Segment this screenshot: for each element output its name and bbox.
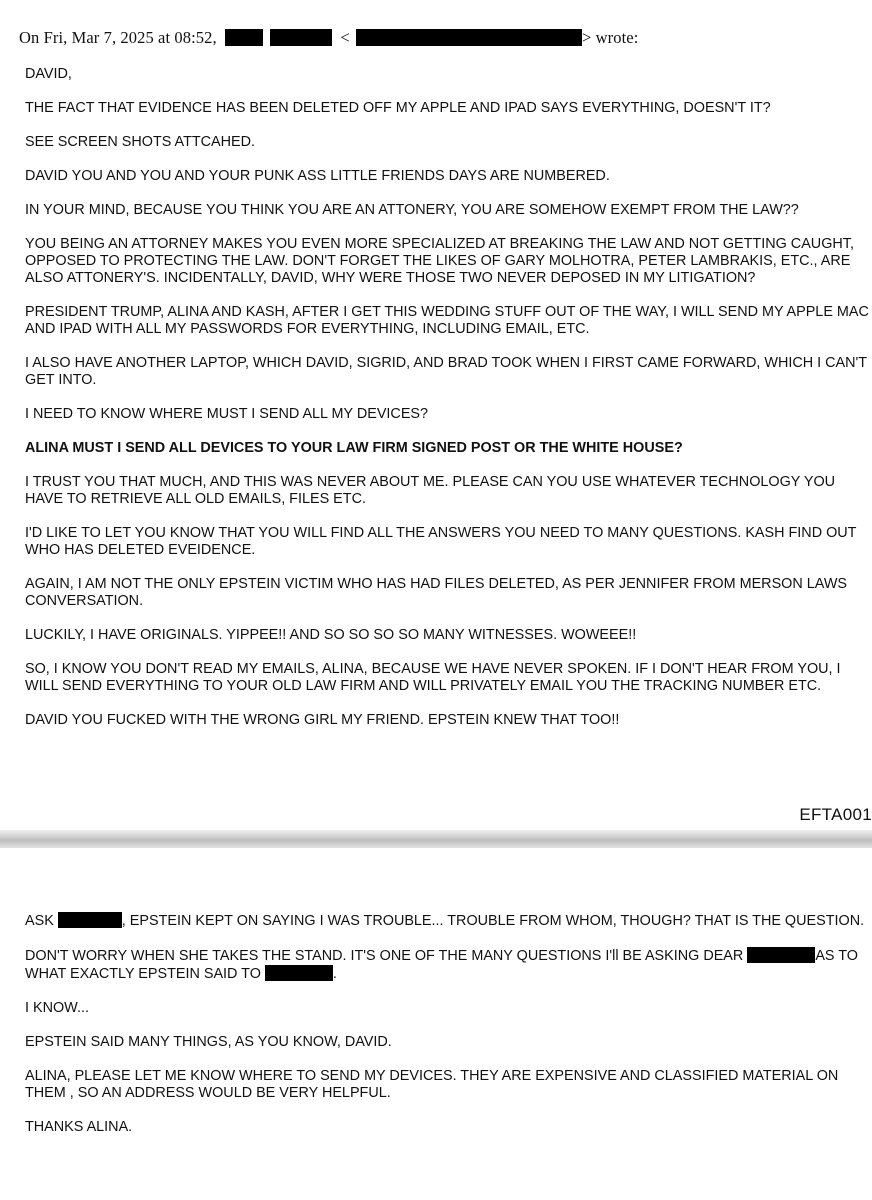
paragraph: THE FACT THAT EVIDENCE HAS BEEN DELETED OFF MY APPLE AND IPAD SAYS EVERYTHING, DOESN'T IT? (25, 100, 771, 116)
paragraph: LUCKILY, I HAVE ORIGINALS. YIPPEE!! AND SO SO SO SO MANY WITNESSES. WOWEEE!! (25, 627, 637, 643)
paragraph: AGAIN, I AM NOT THE ONLY EPSTEIN VICTIM WHO HAS HAD FILES DELETED, AS PER JENNIFER FROM MERSON LAWS CONVERSATION. (25, 576, 847, 609)
email-body (25, 66, 870, 746)
paragraph: SEE SCREEN SHOTS ATTCAHED. (25, 134, 256, 150)
paragraph (25, 947, 870, 983)
text-fragment: AS TO WHAT EXACTLY EPSTEIN SAID TO (25, 948, 858, 982)
header-date: On Fri, Mar 7, 2025 at 08:52, (19, 28, 217, 47)
paragraph: I'D LIKE TO LET YOU KNOW THAT YOU WILL FIND ALL THE ANSWERS YOU NEED TO MANY QUESTIONS. KASH FIND OUT WHO HAS DELETED EVEIDENCE. (25, 525, 857, 558)
text-fragment: DON'T WORRY WHEN SHE TAKES THE STAND. IT'S ONE OF THE MANY QUESTIONS I'll BE ASKING DEAR (25, 948, 744, 964)
email-body-continued (25, 912, 870, 1153)
paragraph: PRESIDENT TRUMP, ALINA AND KASH, AFTER I GET THIS WEDDING STUFF OUT OF THE WAY, I WILL SEND MY APPLE MAC AND IPAD WITH ALL MY PASSWORDS FOR EVERYTHING, INCLUDING EMAIL, ETC. (25, 304, 869, 337)
redaction-bar (270, 29, 332, 46)
paragraph: I KNOW... (25, 1000, 89, 1016)
redaction-bar (58, 912, 122, 928)
redaction-bar (265, 965, 333, 981)
redaction-bar (225, 29, 263, 46)
redaction-bar (356, 29, 582, 46)
paragraph: DAVID YOU AND YOU AND YOUR PUNK ASS LITTLE FRIENDS DAYS ARE NUMBERED. (25, 168, 610, 184)
bold-paragraph: ALINA MUST I SEND ALL DEVICES TO YOUR LAW FIRM SIGNED POST OR THE WHITE HOUSE? (25, 440, 683, 456)
page-divider (0, 830, 872, 848)
text-fragment: . (332, 966, 337, 982)
header-wrote: > wrote: (582, 28, 639, 47)
text-fragment: , EPSTEIN KEPT ON SAYING I WAS TROUBLE... TROUBLE FROM WHOM, THOUGH? THAT IS THE QUESTION. (121, 913, 865, 929)
bates-page-number: EFTA001 (799, 805, 872, 824)
paragraph: YOU BEING AN ATTORNEY MAKES YOU EVEN MORE SPECIALIZED AT BREAKING THE LAW AND NOT GETTING CAUGHT, OPPOSED TO PROTECTING THE LAW. DON'T FORGET THE LIKES OF GARY MOLHOTRA, PETER LAMBRAKIS, ETC., ARE ALSO ATTONERY'S. INCIDENTALLY, DAVID, WHY WERE THOSE TWO NEVER DEPOSED IN MY LITIGATION? (25, 236, 854, 286)
paragraph (25, 912, 870, 930)
paragraph: SO, I KNOW YOU DON'T READ MY EMAILS, ALINA, BECAUSE WE HAVE NEVER SPOKEN. IF I DON'T HEAR FROM YOU, I WILL SEND EVERYTHING TO YOUR OLD LAW FIRM AND WILL PRIVATELY EMAIL YOU THE TRACKING NUMBER ETC. (25, 661, 841, 694)
text-fragment: ASK (25, 913, 54, 929)
paragraph: DAVID, (25, 66, 72, 82)
paragraph: ALINA, PLEASE LET ME KNOW WHERE TO SEND MY DEVICES. THEY ARE EXPENSIVE AND CLASSIFIED MATERIAL ON THEM , SO AN ADDRESS WOULD BE VERY HELPFUL. (25, 1068, 839, 1101)
redaction-bar (747, 947, 815, 963)
paragraph: EPSTEIN SAID MANY THINGS, AS YOU KNOW, DAVID. (25, 1034, 392, 1050)
paragraph: DAVID YOU FUCKED WITH THE WRONG GIRL MY FRIEND. EPSTEIN KNEW THAT TOO!! (25, 712, 620, 728)
paragraph: I ALSO HAVE ANOTHER LAPTOP, WHICH DAVID, SIGRID, AND BRAD TOOK WHEN I FIRST CAME FORWARD, WHICH I CAN'T GET INTO. (25, 355, 867, 388)
paragraph: THANKS ALINA. (25, 1119, 133, 1135)
header-lt: < (340, 28, 350, 47)
paragraph: I NEED TO KNOW WHERE MUST I SEND ALL MY DEVICES? (25, 406, 429, 422)
paragraph: I TRUST YOU THAT MUCH, AND THIS WAS NEVER ABOUT ME. PLEASE CAN YOU USE WHATEVER TECHNOLOGY YOU HAVE TO RETRIEVE ALL OLD EMAILS, FILES ETC. (25, 474, 836, 507)
email-reply-header (19, 28, 638, 48)
paragraph: IN YOUR MIND, BECAUSE YOU THINK YOU ARE AN ATTONERY, YOU ARE SOMEHOW EXEMPT FROM THE LAW?? (25, 202, 799, 218)
